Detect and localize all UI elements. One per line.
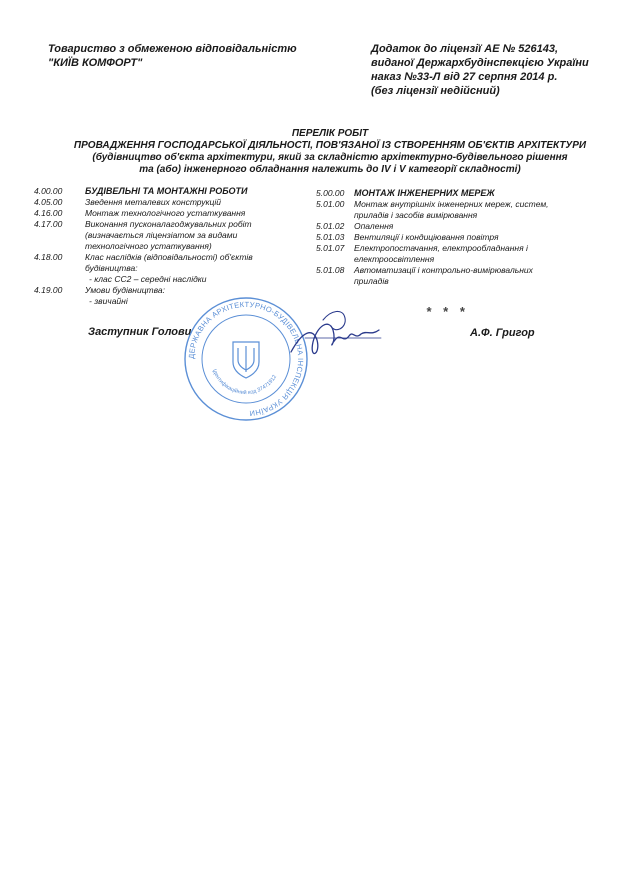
list-item <box>34 208 304 219</box>
list-item <box>34 219 304 230</box>
heading-line-2: ПРОВАДЖЕННЯ ГОСПОДАРСЬКОЇ ДІЯЛЬНОСТІ, ПОВ'ЯЗАНОЇ ІЗ СТВОРЕННЯМ ОБ'ЄКТІВ АРХІТЕКТУРИ <box>73 140 587 151</box>
list-item <box>316 276 586 287</box>
annex-line-2: виданої Держархбудінспекцією України <box>371 57 589 69</box>
item-code: 4.17.00 <box>34 219 63 229</box>
item-code: 5.01.02 <box>316 221 345 231</box>
annex-line-3: наказ №33-Л від 27 серпня 2014 р. <box>371 71 558 83</box>
list-item <box>316 232 586 243</box>
list-item <box>316 254 586 265</box>
item-text: БУДІВЕЛЬНІ ТА МОНТАЖНІ РОБОТИ <box>85 186 248 196</box>
item-text: електроосвітлення <box>354 254 435 264</box>
heading-title: ПЕРЕЛІК РОБІТ <box>291 128 369 139</box>
item-text: приладів і засобів вимірювання <box>354 210 478 220</box>
stamp-outer-text: ДЕРЖАВНА АРХІТЕКТУРНО-БУДІВЕЛЬНА ІНСПЕКЦІЯ УКРАЇНИ <box>186 299 306 418</box>
item-text: - клас СС2 – середні наслідки <box>89 274 207 284</box>
list-item <box>316 243 586 254</box>
annex-line-1: Додаток до ліцензії АЕ № 526143, <box>371 43 559 55</box>
document-heading <box>40 128 620 176</box>
list-item <box>34 274 304 285</box>
list-item <box>316 210 586 221</box>
item-text: (визначається ліцензіатом за видами <box>85 230 238 240</box>
stamp-inner-text: Ідентифікаційний код 37471912 <box>210 368 279 397</box>
item-text: МОНТАЖ ІНЖЕНЕРНИХ МЕРЕЖ <box>354 188 495 198</box>
item-code: 5.00.00 <box>316 188 345 198</box>
heading-line-4: та (або) інженерного обладнання належить до IV і V категорії складності) <box>139 164 521 175</box>
annex-line-4: (без ліцензії недійсний) <box>371 85 500 97</box>
item-code: 4.05.00 <box>34 197 63 207</box>
item-code: 4.19.00 <box>34 285 63 295</box>
list-item <box>316 265 586 276</box>
list-item <box>34 197 304 208</box>
list-item <box>34 186 304 197</box>
company-line-1: Товариство з обмеженою відповідальністю <box>48 43 297 55</box>
item-text: Опалення <box>354 221 394 231</box>
heading-line-3: (будівництво об'єкта архітектури, який за складністю архітектурно-будівельного рішення <box>92 152 568 163</box>
company-name-block <box>48 42 297 70</box>
list-item <box>34 285 304 296</box>
item-text: Автоматизації і контрольно-вимірювальних <box>354 265 533 275</box>
item-code: 5.01.08 <box>316 265 345 275</box>
license-annex-block <box>371 42 589 98</box>
list-item <box>316 221 586 232</box>
asterisk-separator: * * * <box>426 304 469 319</box>
item-code: 5.01.00 <box>316 199 345 209</box>
signer-name: А.Ф. Григор <box>470 327 535 339</box>
item-text: Монтаж внутрішніх інженерних мереж, систем, <box>354 199 549 209</box>
company-line-2: "КИЇВ КОМФОРТ" <box>48 57 143 69</box>
list-item <box>34 252 304 263</box>
item-code: 5.01.07 <box>316 243 345 253</box>
list-item <box>34 241 304 252</box>
item-text: Зведення металевих конструкцій <box>85 197 221 207</box>
works-list-right <box>316 188 586 287</box>
works-list-left <box>34 186 304 307</box>
item-text: - звичайні <box>89 296 128 306</box>
item-code: 5.01.03 <box>316 232 345 242</box>
item-text: Виконання пусконалагоджувальних робіт <box>85 219 252 229</box>
item-code: 4.00.00 <box>34 186 63 196</box>
trident-emblem-icon <box>233 342 259 378</box>
list-item <box>316 199 586 210</box>
item-text: Монтаж технологічного устаткування <box>85 208 246 218</box>
item-code: 4.16.00 <box>34 208 63 218</box>
item-code: 4.18.00 <box>34 252 63 262</box>
deputy-head-label: Заступник Голови <box>88 326 192 338</box>
list-item <box>34 263 304 274</box>
item-text: будівництва: <box>85 263 138 273</box>
item-text: Електропостачання, електрообладнання і <box>354 243 528 253</box>
handwritten-signature <box>283 300 388 370</box>
list-item <box>316 188 586 199</box>
item-text: технологічного устаткування) <box>85 241 212 251</box>
item-text: приладів <box>354 276 389 286</box>
list-item <box>34 230 304 241</box>
item-text: Клас наслідків (відповідальності) об'єктів <box>85 252 253 262</box>
item-text: Умови будівництва: <box>85 285 165 295</box>
item-text: Вентиляції і кондиціювання повітря <box>354 232 499 242</box>
